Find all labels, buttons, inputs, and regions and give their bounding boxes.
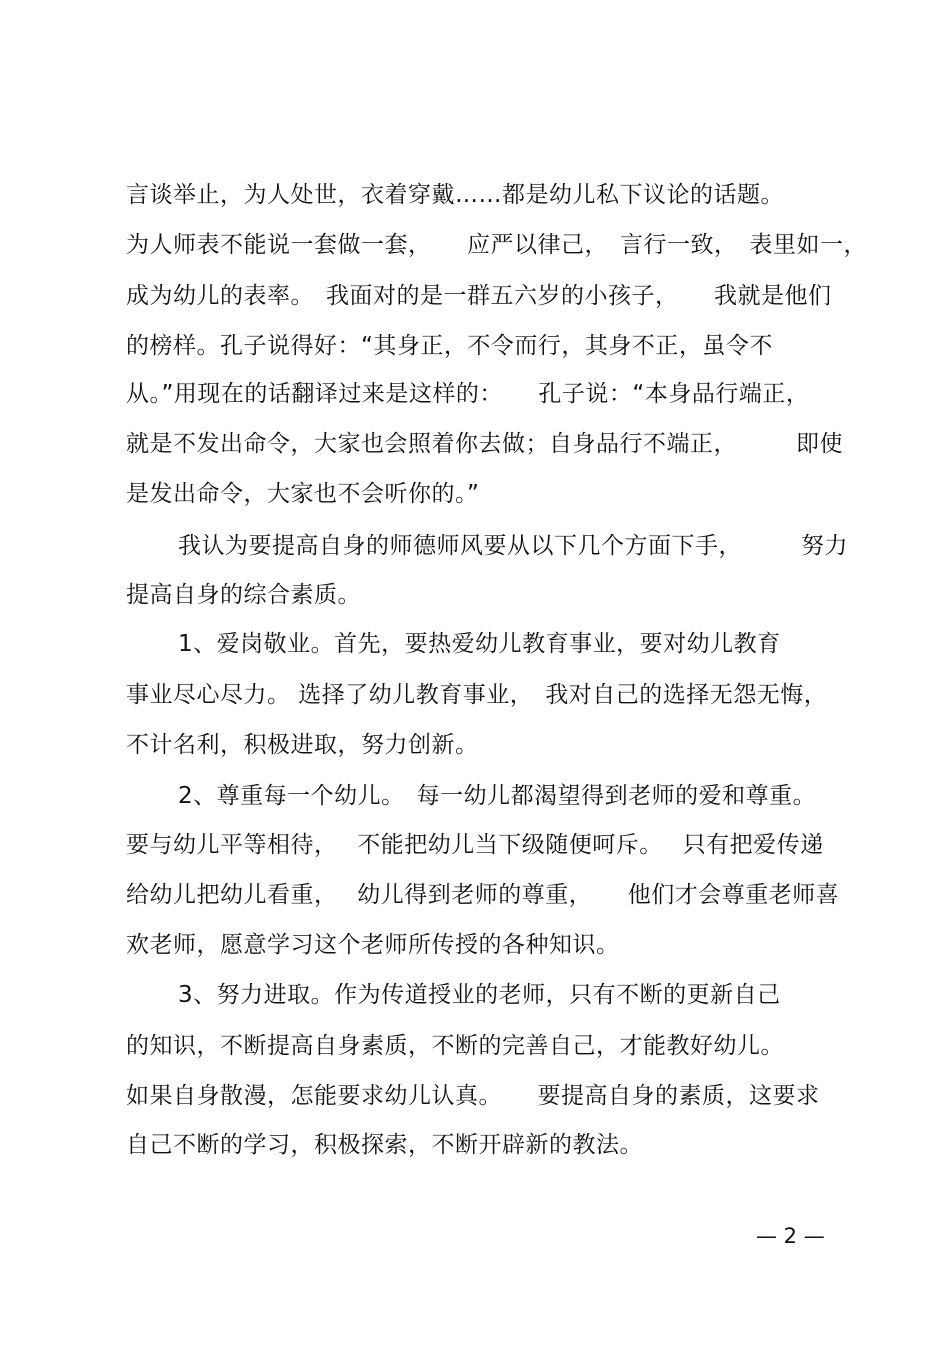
text-line: 成为幼儿的表率。 我面对的是一群五六岁的小孩子， 我就是他们 — [126, 283, 832, 309]
text-line: 从。”用现在的话翻译过来是这样的： 孔子说：“本身品行端正， — [126, 381, 810, 407]
text-line: 是发出命令，大家也不会听你的。” — [126, 481, 480, 507]
text-line: 给幼儿把幼儿看重， 幼儿得到老师的尊重， 他们才会尊重老师喜 — [126, 882, 840, 908]
text-line: 自己不断的学习，积极探索，不断开辟新的教法。 — [126, 1132, 643, 1158]
text-line: 就是不发出命令，大家也会照着你去做；自身品行不端正， 即使 — [126, 431, 843, 457]
text-line: 欢老师，愿意学习这个老师所传授的各种知识。 — [126, 932, 620, 958]
text-line: 提高自身的综合素质。 — [126, 582, 361, 608]
text-line: 的知识，不断提高自身素质，不断的完善自己，才能教好幼儿。 — [126, 1033, 784, 1059]
text-line: 言谈举止，为人处世，衣着穿戴……都是幼儿私下议论的话题。 — [126, 182, 784, 208]
text-line: 的榜样。孔子说得好：“其身正，不令而行，其身不正，虽令不 — [126, 333, 773, 359]
text-line: 不计名利，积极进取，努力创新。 — [126, 732, 479, 758]
list-item-first-line: 2、尊重每一个幼儿。 每一幼儿都渴望得到老师的爱和尊重。 — [178, 783, 817, 809]
list-item-first-line: 1、爱岗敬业。首先，要热爱幼儿教育事业，要对幼儿教育 — [178, 631, 781, 657]
page-number: — 2 — — [756, 1224, 825, 1248]
list-item-first-line: 3、努力进取。作为传道授业的老师，只有不断的更新自己 — [178, 982, 781, 1008]
text-line: 如果自身散漫，怎能要求幼儿认真。 要提高自身的素质，这要求 — [126, 1083, 820, 1109]
text-line: 要与幼儿平等相待， 不能把幼儿当下级随便呵斥。 只有把爱传递 — [126, 832, 824, 858]
paragraph-first-line: 我认为要提高自身的师德师风要从以下几个方面下手， 努力 — [178, 533, 848, 559]
text-line: 事业尽心尽力。 选择了幼儿教育事业， 我对自己的选择无怨无悔， — [126, 682, 828, 708]
text-line: 为人师表不能说一套做一套， 应严以律己， 言行一致， 表里如一， — [126, 232, 867, 258]
